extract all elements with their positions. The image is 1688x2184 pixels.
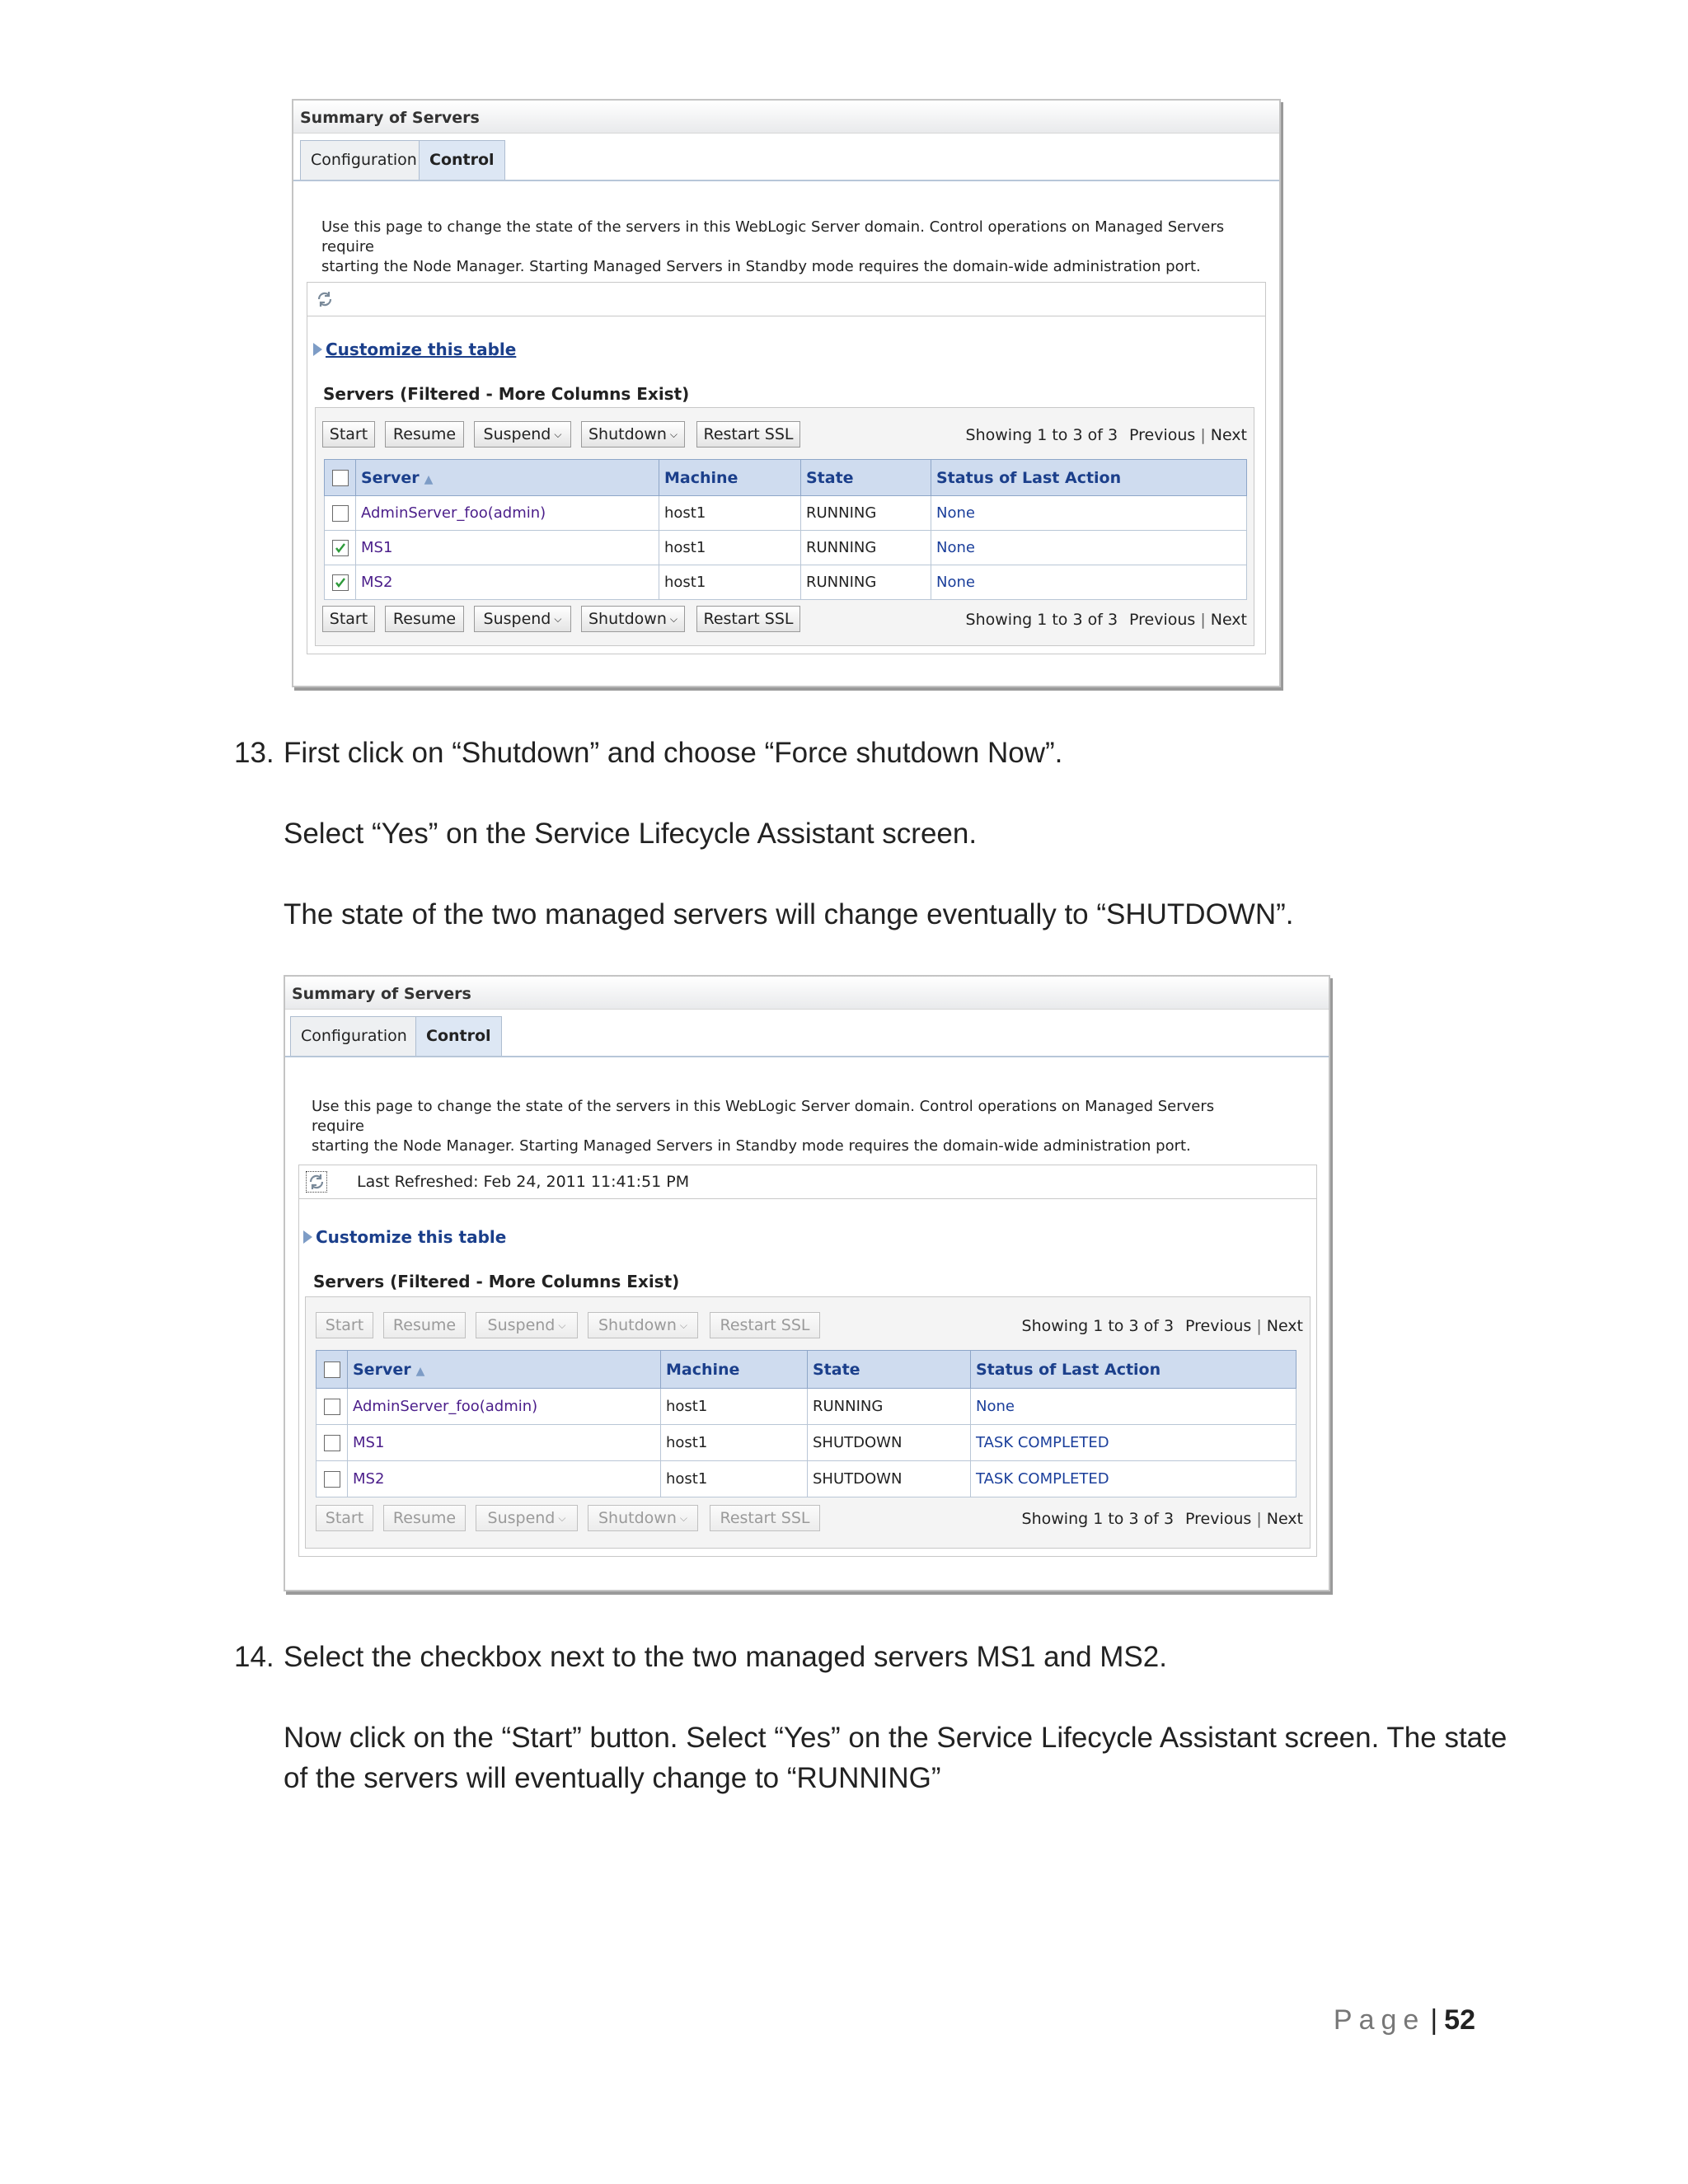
start-button[interactable]: Start: [316, 1505, 373, 1531]
page-description: [321, 218, 1261, 277]
pager-status: Showing 1 to 3 of 3: [965, 426, 1118, 444]
state-cell: SHUTDOWN: [808, 1425, 971, 1461]
machine-cell: host1: [661, 1425, 808, 1461]
step-14-line: of the servers will eventually change to “RUNNING”: [284, 1762, 941, 1794]
select-all-checkbox[interactable]: [332, 470, 349, 486]
state-cell: RUNNING: [808, 1389, 971, 1425]
state-cell: RUNNING: [801, 531, 931, 565]
step-13-line: The state of the two managed servers will change eventually to “SHUTDOWN”.: [284, 898, 1294, 930]
sort-ascending-icon[interactable]: ▲: [415, 1364, 425, 1378]
table-toolbar-bottom: [306, 1503, 1310, 1533]
suspend-button[interactable]: Suspend ⌵: [474, 606, 571, 632]
tab-bar: [285, 1010, 1329, 1057]
row-checkbox[interactable]: [324, 1435, 340, 1451]
table-row: [316, 1425, 1296, 1461]
column-header-machine[interactable]: Machine: [661, 1351, 808, 1389]
status-link[interactable]: TASK COMPLETED: [971, 1425, 1296, 1461]
pager-status: Showing 1 to 3 of 3: [1021, 1317, 1175, 1335]
tab-bar: [293, 134, 1279, 181]
table-row: [325, 496, 1247, 531]
panel-title: Summary of Servers: [285, 977, 1329, 1010]
page-footer: [1334, 2004, 1475, 2036]
chevron-down-icon: ⌵: [558, 1511, 566, 1524]
step-14-number: 14.: [234, 1641, 274, 1673]
machine-cell: host1: [661, 1461, 808, 1497]
pager-status: Showing 1 to 3 of 3: [1021, 1510, 1175, 1528]
customize-table-link[interactable]: Customize this table: [313, 340, 516, 359]
checkmark-icon: [334, 576, 347, 589]
pager: Showing 1 to 3 of 3 Previous | Next: [965, 611, 1247, 629]
suspend-button[interactable]: Suspend ⌵: [474, 421, 571, 448]
servers-table-region: [305, 1296, 1311, 1549]
status-link[interactable]: None: [931, 565, 1247, 600]
step-14-line: Select the checkbox next to the two managed servers MS1 and MS2.: [284, 1641, 1167, 1673]
table-row: [316, 1389, 1296, 1425]
expand-triangle-icon: [313, 343, 322, 356]
column-header-status[interactable]: Status of Last Action: [971, 1351, 1296, 1389]
pager: Showing 1 to 3 of 3 Previous | Next: [1021, 1317, 1303, 1335]
step-14-line: Now click on the “Start” button. Select “Yes” on the Service Lifecycle Assistant screen. The state: [284, 1722, 1507, 1754]
table-title: Servers (Filtered - More Columns Exist): [323, 384, 690, 404]
server-name-link[interactable]: AdminServer_foo(admin): [356, 496, 659, 531]
column-header-status[interactable]: Status of Last Action: [931, 460, 1247, 496]
chevron-down-icon: ⌵: [679, 1319, 687, 1331]
chevron-down-icon: ⌵: [558, 1319, 566, 1331]
select-all-checkbox[interactable]: [324, 1361, 340, 1378]
suspend-button[interactable]: Suspend ⌵: [476, 1505, 578, 1531]
refresh-icon[interactable]: [314, 288, 335, 310]
page-number: 52: [1444, 2004, 1475, 2036]
select-all-cell: [316, 1351, 348, 1389]
status-link[interactable]: None: [971, 1389, 1296, 1425]
previous-link[interactable]: Previous: [1129, 426, 1196, 444]
description-line: Use this page to change the state of the servers in this WebLogic Server domain. Control operations on Managed Servers require: [312, 1098, 1215, 1135]
start-button[interactable]: Start: [322, 606, 375, 632]
sort-ascending-icon[interactable]: ▲: [424, 472, 434, 486]
table-row: [325, 565, 1247, 600]
chevron-down-icon: ⌵: [679, 1511, 687, 1524]
screenshot-summary-of-servers-shutdown: [284, 975, 1330, 1591]
chevron-down-icon: ⌵: [554, 428, 562, 440]
screenshot-summary-of-servers-running: [292, 99, 1281, 687]
table-toolbar-top: [306, 1310, 1310, 1340]
last-refreshed-text: Last Refreshed: Feb 24, 2011 11:41:51 PM: [357, 1173, 690, 1191]
state-cell: RUNNING: [801, 496, 931, 531]
shutdown-button[interactable]: Shutdown ⌵: [588, 1505, 698, 1531]
machine-cell: host1: [659, 531, 801, 565]
pager: Showing 1 to 3 of 3 Previous | Next: [965, 426, 1247, 444]
resume-button[interactable]: Resume: [383, 1312, 466, 1338]
column-header-server[interactable]: Server ▲: [348, 1351, 661, 1389]
chevron-down-icon: ⌵: [554, 612, 562, 625]
shutdown-button[interactable]: Shutdown ⌵: [581, 421, 685, 448]
select-all-cell: [325, 460, 356, 496]
state-cell: RUNNING: [801, 565, 931, 600]
server-name-link[interactable]: MS1: [356, 531, 659, 565]
machine-cell: host1: [661, 1389, 808, 1425]
suspend-button[interactable]: Suspend ⌵: [476, 1312, 578, 1338]
server-name-link[interactable]: MS2: [348, 1461, 661, 1497]
table-header-row: [325, 460, 1247, 496]
servers-table-region: [315, 407, 1254, 646]
chevron-down-icon: ⌵: [669, 612, 678, 625]
refresh-icon[interactable]: [306, 1171, 327, 1193]
machine-cell: host1: [659, 496, 801, 531]
table-title: Servers (Filtered - More Columns Exist): [313, 1272, 680, 1291]
row-checkbox[interactable]: [324, 1471, 340, 1488]
shutdown-button[interactable]: Shutdown ⌵: [581, 606, 685, 632]
servers-table: [324, 459, 1247, 600]
server-name-link[interactable]: MS1: [348, 1425, 661, 1461]
chevron-down-icon: ⌵: [669, 428, 678, 440]
previous-link[interactable]: Previous: [1129, 611, 1196, 629]
status-link[interactable]: None: [931, 496, 1247, 531]
column-header-state[interactable]: State: [808, 1351, 971, 1389]
restart-ssl-button[interactable]: Restart SSL: [710, 1505, 820, 1531]
table-toolbar-bottom: [316, 604, 1254, 634]
step-13-line: First click on “Shutdown” and choose “Force shutdown Now”.: [284, 737, 1063, 769]
table-header-row: [316, 1351, 1296, 1389]
resume-button[interactable]: Resume: [383, 1505, 466, 1531]
next-link[interactable]: Next: [1210, 611, 1247, 629]
servers-table: [316, 1350, 1296, 1497]
column-header-server[interactable]: Server ▲: [356, 460, 659, 496]
server-name-link[interactable]: MS2: [356, 565, 659, 600]
resume-button[interactable]: Resume: [385, 421, 464, 448]
server-name-link[interactable]: AdminServer_foo(admin): [348, 1389, 661, 1425]
restart-ssl-button[interactable]: Restart SSL: [710, 1312, 820, 1338]
refresh-bar: [298, 1165, 1317, 1199]
table-row: [316, 1461, 1296, 1497]
table-toolbar-top: [316, 419, 1254, 449]
shutdown-button[interactable]: Shutdown ⌵: [588, 1312, 698, 1338]
step-13-line: Select “Yes” on the Service Lifecycle Assistant screen.: [284, 818, 978, 850]
next-link[interactable]: Next: [1210, 426, 1247, 444]
start-button[interactable]: Start: [322, 421, 375, 448]
next-link[interactable]: Next: [1266, 1510, 1303, 1528]
previous-link[interactable]: Previous: [1185, 1317, 1252, 1335]
resume-button[interactable]: Resume: [385, 606, 464, 632]
tab-configuration[interactable]: Configuration: [300, 140, 428, 180]
status-link[interactable]: TASK COMPLETED: [971, 1461, 1296, 1497]
panel-title: Summary of Servers: [293, 101, 1279, 134]
page-description: [312, 1097, 1251, 1156]
column-header-state[interactable]: State: [801, 460, 931, 496]
description-line: Use this page to change the state of the servers in this WebLogic Server domain. Control operations on Managed Servers require: [321, 218, 1225, 255]
page-label: Page: [1333, 2004, 1426, 2036]
restart-ssl-button[interactable]: Restart SSL: [696, 606, 800, 632]
step-13-number: 13.: [234, 737, 274, 769]
description-line: starting the Node Manager. Starting Managed Servers in Standby mode requires the domain-wide administration port.: [321, 258, 1201, 275]
start-button[interactable]: Start: [316, 1312, 373, 1338]
next-link[interactable]: Next: [1266, 1317, 1303, 1335]
row-checkbox-checked[interactable]: [332, 540, 349, 556]
tab-configuration[interactable]: Configuration: [290, 1016, 418, 1056]
row-checkbox[interactable]: [324, 1399, 340, 1415]
refresh-bar: [307, 282, 1266, 316]
machine-cell: host1: [659, 565, 801, 600]
state-cell: SHUTDOWN: [808, 1461, 971, 1497]
row-checkbox[interactable]: [332, 505, 349, 522]
pager-status: Showing 1 to 3 of 3: [965, 611, 1118, 629]
tab-control[interactable]: Control: [415, 1016, 502, 1056]
expand-triangle-icon: [303, 1230, 312, 1244]
previous-link[interactable]: Previous: [1185, 1510, 1252, 1528]
customize-table-link[interactable]: Customize this table: [303, 1227, 506, 1247]
pager: Showing 1 to 3 of 3 Previous | Next: [1021, 1510, 1303, 1528]
row-checkbox-checked[interactable]: [332, 574, 349, 591]
footer-divider: |: [1430, 2004, 1438, 2036]
column-header-machine[interactable]: Machine: [659, 460, 801, 496]
restart-ssl-button[interactable]: Restart SSL: [696, 421, 800, 448]
status-link[interactable]: None: [931, 531, 1247, 565]
tab-control[interactable]: Control: [419, 140, 505, 180]
checkmark-icon: [334, 541, 347, 555]
table-row: [325, 531, 1247, 565]
description-line: starting the Node Manager. Starting Managed Servers in Standby mode requires the domain-wide administration port.: [312, 1137, 1191, 1155]
